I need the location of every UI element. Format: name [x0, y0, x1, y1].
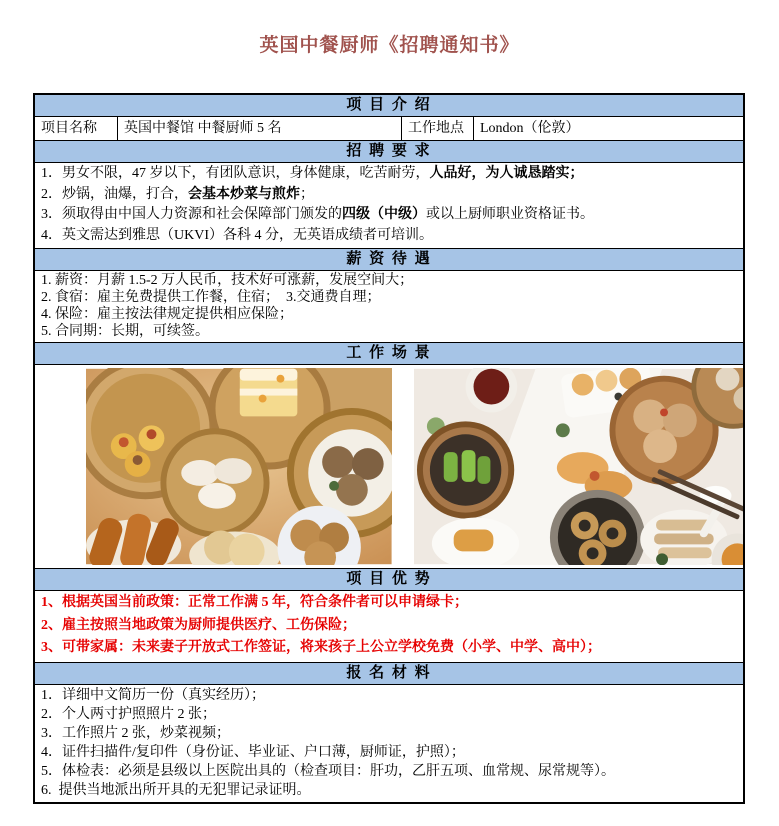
text-line: 3、可带家属：未来妻子开放式工作签证，将来孩子上公立学校免费（小学、中学、高中）； — [41, 640, 601, 656]
text-line: 6. 提供当地派出所开具的无犯罪记录证明。 — [41, 783, 311, 799]
text-line: 4．英文需达到雅思（UKVI）各科 4 分，无英语成绩者可培训。 — [41, 227, 433, 243]
text-line: 1．男女不限，47 岁以下，有团队意识，身体健康，吃苦耐劳，人品好，为人诚恳踏实； — [41, 166, 584, 181]
advantages-list — [35, 591, 743, 662]
work-location-label: 工作地点 — [402, 117, 474, 140]
section-header-materials: 报 名 材 料 — [35, 662, 743, 685]
text-line: 3．工作照片 2 张，炒菜视频； — [41, 726, 230, 742]
text-line: 2．炒锅，油爆，打合，会基本炒菜与煎炸； — [41, 186, 314, 202]
project-name-label: 项目名称 — [35, 117, 118, 140]
text-line: 5. 合同期：长期，可续签。 — [41, 324, 209, 340]
salary-list — [35, 271, 743, 342]
section-header-salary: 薪 资 待 遇 — [35, 248, 743, 271]
section-header-requirements: 招 聘 要 求 — [35, 140, 743, 163]
text-line: 2．个人两寸护照照片 2 张； — [41, 706, 216, 722]
project-name-value: 英国中餐馆 中餐厨师 5 名 — [118, 117, 402, 140]
text-line: 4．证件扫描件/复印件（身份证、毕业证、户口薄，厨师证，护照）； — [41, 745, 465, 761]
intro-row — [35, 117, 743, 140]
page-title: 英国中餐厨师《招聘通知书》 — [259, 35, 520, 56]
section-header-intro: 项 目 介 绍 — [35, 95, 743, 117]
recruitment-table — [33, 93, 745, 804]
requirements-list — [35, 163, 743, 248]
text-line: 5．体检表：必须是县级以上医院出具的（检查项目：肝功，乙肝五项、血常规、尿常规等）。 — [41, 764, 615, 780]
text-line: 4. 保险：雇主按法律规定提供相应保险； — [41, 307, 293, 323]
text-line: 1、根据英国当前政策：正常工作满 5 年，符合条件者可以申请绿卡； — [41, 595, 468, 611]
text-line: 3．须取得由中国人力资源和社会保障部门颁发的四级（中级）或以上厨师职业资格证书。 — [41, 207, 594, 223]
text-line: 2. 食宿：雇主免费提供工作餐，住宿； 3.交通费自理； — [41, 290, 381, 306]
section-header-advantages: 项 目 优 势 — [35, 568, 743, 591]
text-line: 2、雇主按照当地政策为厨师提供医疗、工伤保险； — [41, 617, 356, 633]
work-location-value: London（伦敦） — [480, 121, 580, 136]
text-line: 1. 薪资：月薪 1.5-2 万人民币，技术好可涨薪，发展空间大； — [41, 273, 414, 289]
section-header-workscene: 工 作 场 景 — [35, 342, 743, 365]
materials-list — [35, 685, 743, 803]
work-scene-photos — [35, 365, 743, 568]
text-line: 1．详细中文简历一份（真实经历）； — [41, 687, 265, 703]
dimsum-table-photo — [414, 368, 743, 565]
dimsum-steamers-photo — [86, 368, 392, 565]
